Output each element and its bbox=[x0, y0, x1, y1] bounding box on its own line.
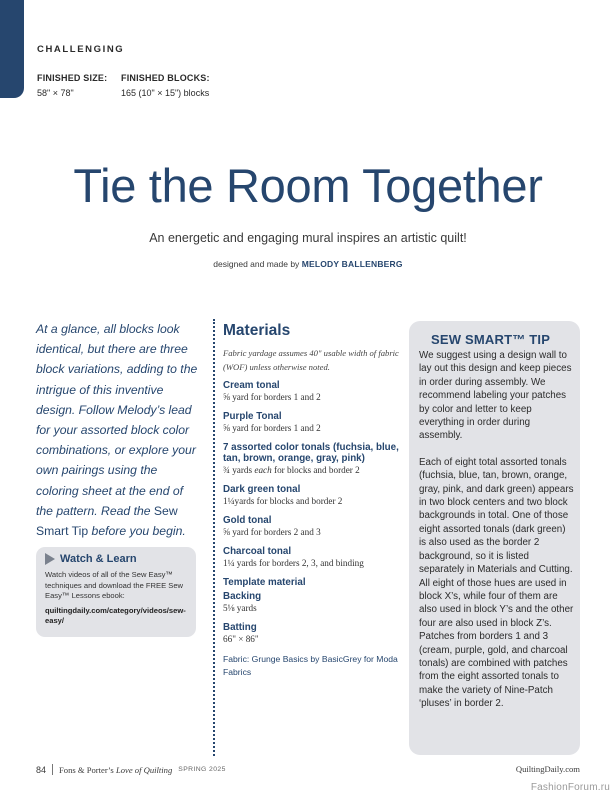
magazine-title: Love of Quilting bbox=[115, 764, 173, 775]
material-name: Batting bbox=[223, 622, 257, 633]
material-desc: 1¼ yards for borders 2, 3, and binding bbox=[223, 558, 364, 568]
footer-site[interactable]: QuiltingDaily.com bbox=[515, 764, 580, 774]
material-item bbox=[223, 411, 401, 435]
tip-paragraph: Each of eight total assorted tonals (fuchsia, blue, tan, brown, orange, gray, pink, and dark green) appears in two block centers and two block backgrounds in total. One of those eight assorted tonals (dark green) is also used as the border 2 background, so it is listed separately in Materials and Cutting. All eight of those hues are used in block X’s, while four of them are also used in block Y’s and the other four are also used in block Z’s. Patches from borders 1 and 3 (cream, purple, gold, and charcoal tonals) are combined with patches from the eight assorted tonals to make the variety of Nine-Patch ‘pluses’ in border 2. bbox=[419, 456, 574, 710]
material-desc: ⅝ yard for borders 2 and 3 bbox=[223, 527, 321, 537]
designer-name: MELODY BALLENBERG bbox=[301, 259, 403, 269]
material-item bbox=[223, 515, 401, 539]
materials-heading: Materials bbox=[223, 322, 291, 339]
finished-size-label: FINISHED SIZE: bbox=[37, 73, 108, 83]
finished-blocks-label: FINISHED BLOCKS: bbox=[121, 73, 210, 83]
designer-prefix: designed and made by bbox=[213, 259, 300, 269]
material-item bbox=[223, 622, 401, 646]
issue-label: SPRING 2025 bbox=[178, 766, 226, 773]
material-desc: ⅝ yard for borders 1 and 2 bbox=[223, 423, 321, 433]
material-desc-each: each bbox=[254, 465, 272, 475]
intro-text-after: before you begin. bbox=[91, 524, 186, 539]
material-name: Cream tonal bbox=[223, 380, 280, 391]
material-desc-use: for blocks and border 2 bbox=[274, 465, 360, 475]
column-divider bbox=[213, 319, 215, 756]
difficulty-label: CHALLENGING bbox=[37, 44, 125, 55]
watch-learn-title: Watch & Learn bbox=[60, 553, 137, 565]
material-desc: 5⅛ yards bbox=[223, 603, 257, 613]
watch-learn-text: Watch videos of all of the Sew Easy™ techniques and download the FREE Sew Easy™ Lessons ebook: bbox=[45, 570, 184, 600]
material-name: Gold tonal bbox=[223, 515, 272, 526]
sew-smart-tip-body bbox=[419, 349, 574, 711]
watch-learn-box bbox=[36, 547, 196, 637]
material-item bbox=[223, 484, 401, 508]
material-desc: ⅝ yard for borders 1 and 2 bbox=[223, 392, 321, 402]
material-name: Backing bbox=[223, 591, 262, 602]
material-item bbox=[223, 546, 401, 570]
finished-blocks-value: 165 (10" × 15") blocks bbox=[121, 88, 210, 98]
sew-smart-tip-heading: SEW SMART™ TIP bbox=[431, 332, 551, 347]
footer-left bbox=[36, 764, 226, 775]
finished-size bbox=[37, 71, 107, 101]
play-icon bbox=[45, 553, 55, 565]
sew-smart-tip-box bbox=[409, 321, 580, 755]
materials-note: Fabric yardage assumes 40" usable width of fabric (WOF) unless otherwise noted. bbox=[223, 348, 399, 372]
magazine-name bbox=[59, 765, 172, 775]
finished-size-value: 58" × 78" bbox=[37, 88, 74, 98]
material-name: Purple Tonal bbox=[223, 411, 282, 422]
page-title: Tie the Room Together bbox=[73, 159, 543, 212]
magazine-prefix: Fons & Porter’s bbox=[59, 764, 114, 775]
material-item bbox=[223, 591, 401, 615]
material-name: Dark green tonal bbox=[223, 484, 301, 495]
designer-credit bbox=[0, 259, 616, 269]
intro-paragraph bbox=[36, 319, 198, 541]
page-number: 84 bbox=[36, 764, 47, 775]
fabric-credit: Fabric: Grunge Basics by BasicGrey for Moda Fabrics bbox=[223, 654, 398, 677]
intro-text-before: At a glance, all blocks look identical, but there are three block variations, adding to the intrigue of this inventive design. Follow Melody’s lead for your assorted block color combinations, or explore your own pairings using the coloring sheet at the end of the pattern. Read the bbox=[36, 322, 198, 518]
material-desc: 66" × 86" bbox=[223, 634, 259, 644]
template-material-heading: Template material bbox=[223, 577, 306, 588]
finished-blocks bbox=[121, 71, 210, 101]
watermark: FashionForum.ru bbox=[530, 782, 610, 793]
material-desc: 1¼yards for blocks and border 2 bbox=[223, 496, 343, 506]
material-name: Charcoal tonal bbox=[223, 546, 292, 557]
sew-easy-link[interactable]: quiltingdaily.com/category/videos/sew-easy/ bbox=[45, 605, 186, 625]
material-desc bbox=[223, 464, 401, 477]
tip-paragraph: We suggest using a design wall to lay out this design and keep pieces in order during assembly. We recommend labeling your patches by color and letter to keep everything in order during assembly. bbox=[419, 350, 572, 442]
page-subtitle: An energetic and engaging mural inspires an artistic quilt! bbox=[149, 231, 467, 245]
material-name: 7 assorted color tonals (fuchsia, blue, tan, brown, orange, gray, pink) bbox=[223, 442, 399, 464]
material-item bbox=[223, 442, 401, 477]
corner-tab bbox=[0, 0, 24, 98]
watch-learn-heading bbox=[45, 553, 188, 565]
footer-separator bbox=[52, 764, 53, 775]
intro-tip-reference: Sew Smart Tip bbox=[36, 503, 178, 539]
material-desc-qty: ¾ yards bbox=[223, 465, 253, 475]
material-item bbox=[223, 380, 401, 404]
materials-section bbox=[223, 322, 401, 678]
